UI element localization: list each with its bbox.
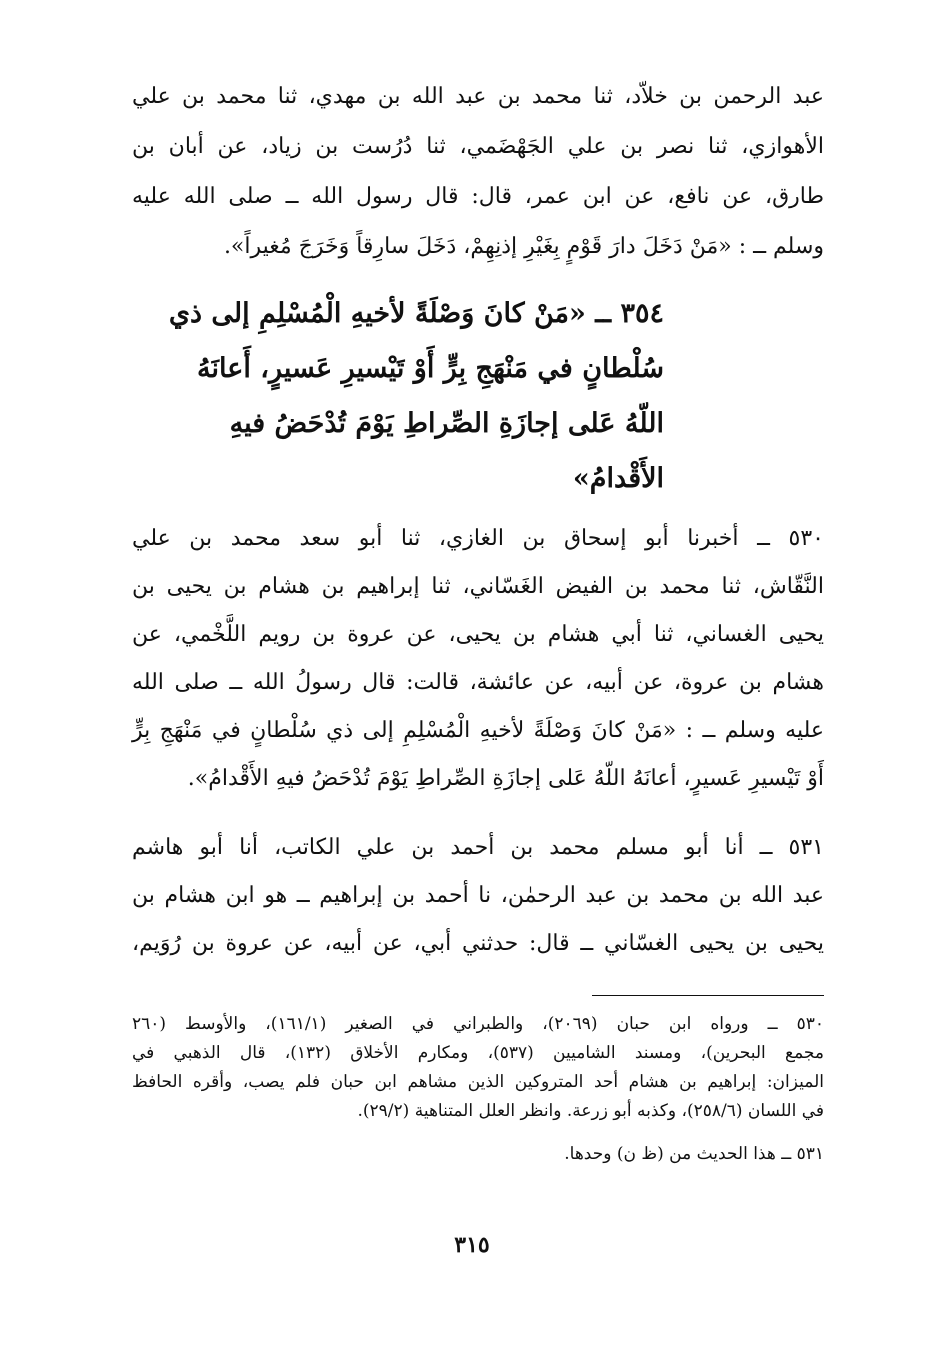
text-line: يحيى بن يحيى الغسّاني ــ قال: حدثني أبي، عن أبيه، عن عروة بن رُوَيم، <box>132 931 824 956</box>
text-line: عبد الرحمن بن خلاّد، ثنا محمد بن عبد الله بن مهدي، ثنا محمد بن علي <box>132 84 824 109</box>
hadith-line: الأَقْدامُ» <box>572 463 664 494</box>
text-line: عبد الله بن محمد بن عبد الرحمٰن، نا أحمد بن إبراهيم ــ هو ابن هشام بن <box>132 883 824 908</box>
page-number: ٣١٥ <box>454 1232 490 1258</box>
text-line: النَّقّاش، ثنا محمد بن الفيض الغَسّاني، ثنا إبراهيم بن هشام بن يحيى بن <box>132 574 824 599</box>
footnote-gap <box>132 1126 824 1140</box>
footnote-line: في اللسان (٢٥٨/٦)، وكذبه أبو زرعة. وانظر العلل المتناهية (٢٩/٢). <box>357 1101 824 1121</box>
footnote-line: ٥٣٠ ــ ورواه ابن حبان (٢٠٦٩)، والطبراني في الصغير (١٦١/١)، والأوسط (٢٦٠ <box>132 1014 824 1034</box>
hadith-line: اللّهُ عَلى إجازَةِ الصِّراطِ يَوْمَ تُدْحَضُ فيهِ <box>229 408 664 439</box>
entry-530-paragraph <box>132 515 824 803</box>
text-line: وسلم ــ : «مَنْ دَخَلَ دارَ قَوْمٍ بِغَيْرِ إذنِهِمْ، دَخَلَ سارِقاً وَخَرَجَ مُغيراً». <box>223 234 824 259</box>
hadith-line: ٣٥٤ ــ «مَنْ كانَ وَصْلَةً لأخيهِ الْمُسْلِمِ إلى ذي <box>168 298 664 329</box>
text-line: أَوْ تَيْسيرِ عَسيرٍ، أعانَهُ اللّهُ عَلى إجازَةِ الصِّراطِ يَوْمَ تُدْحَضُ فيهِ الأَقْدامُ». <box>187 766 824 791</box>
footnote-divider <box>592 995 824 996</box>
text-line: طارق، عن نافع، عن ابن عمر، قال: قال رسول الله ــ صلى الله عليه <box>132 184 824 209</box>
text-line: عليه وسلم ــ : «مَنْ كانَ وَصْلَةً لأخيهِ الْمُسْلِمِ إلى ذي سُلْطانٍ في مَنْهَجِ بِرٍّ <box>132 718 824 743</box>
hadith-354-block <box>168 286 664 506</box>
entry-531-paragraph <box>132 824 824 968</box>
text-line: يحيى الغساني، ثنا أبي هشام بن يحيى، عن عروة بن رويم اللَّخْمي، عن <box>132 622 824 647</box>
text-line: الأهوازي، ثنا نصر بن علي الجَهْضَمي، ثنا دُرُست بن زياد، عن أبان بن <box>132 134 824 159</box>
text-line: ٥٣٠ ــ أخبرنا أبو إسحاق بن الغازي، ثنا أبو سعد محمد بن علي <box>132 526 824 551</box>
intro-paragraph <box>132 72 824 272</box>
footnote-line: ٥٣١ ــ هذا الحديث من (ظ ن) وحدها. <box>564 1144 824 1164</box>
text-line: هشام بن عروة، عن أبيه، عن عائشة، قالت: قال رسولُ الله ــ صلى الله <box>132 670 824 695</box>
footnote-line: الميزان: إبراهيم بن هشام أحد المتروكين الذين مشاهم ابن حبان فلم يصب، وأقره الحافظ <box>132 1072 824 1092</box>
footnote-line: مجمع البحرين)، ومسند الشامیین (٥٣٧)، ومكارم الأخلاق (١٣٢)، قال الذهبي في <box>132 1043 824 1063</box>
text-line: ٥٣١ ــ أنا أبو مسلم محمد بن أحمد بن علي الكاتب، أنا أبو هاشم <box>132 835 824 860</box>
footnotes-section <box>132 1010 824 1169</box>
hadith-line: سُلْطانٍ في مَنْهَجِ بِرٍّ أَوْ تَيْسيرِ عَسيرٍ، أَعانَهُ <box>197 353 664 384</box>
